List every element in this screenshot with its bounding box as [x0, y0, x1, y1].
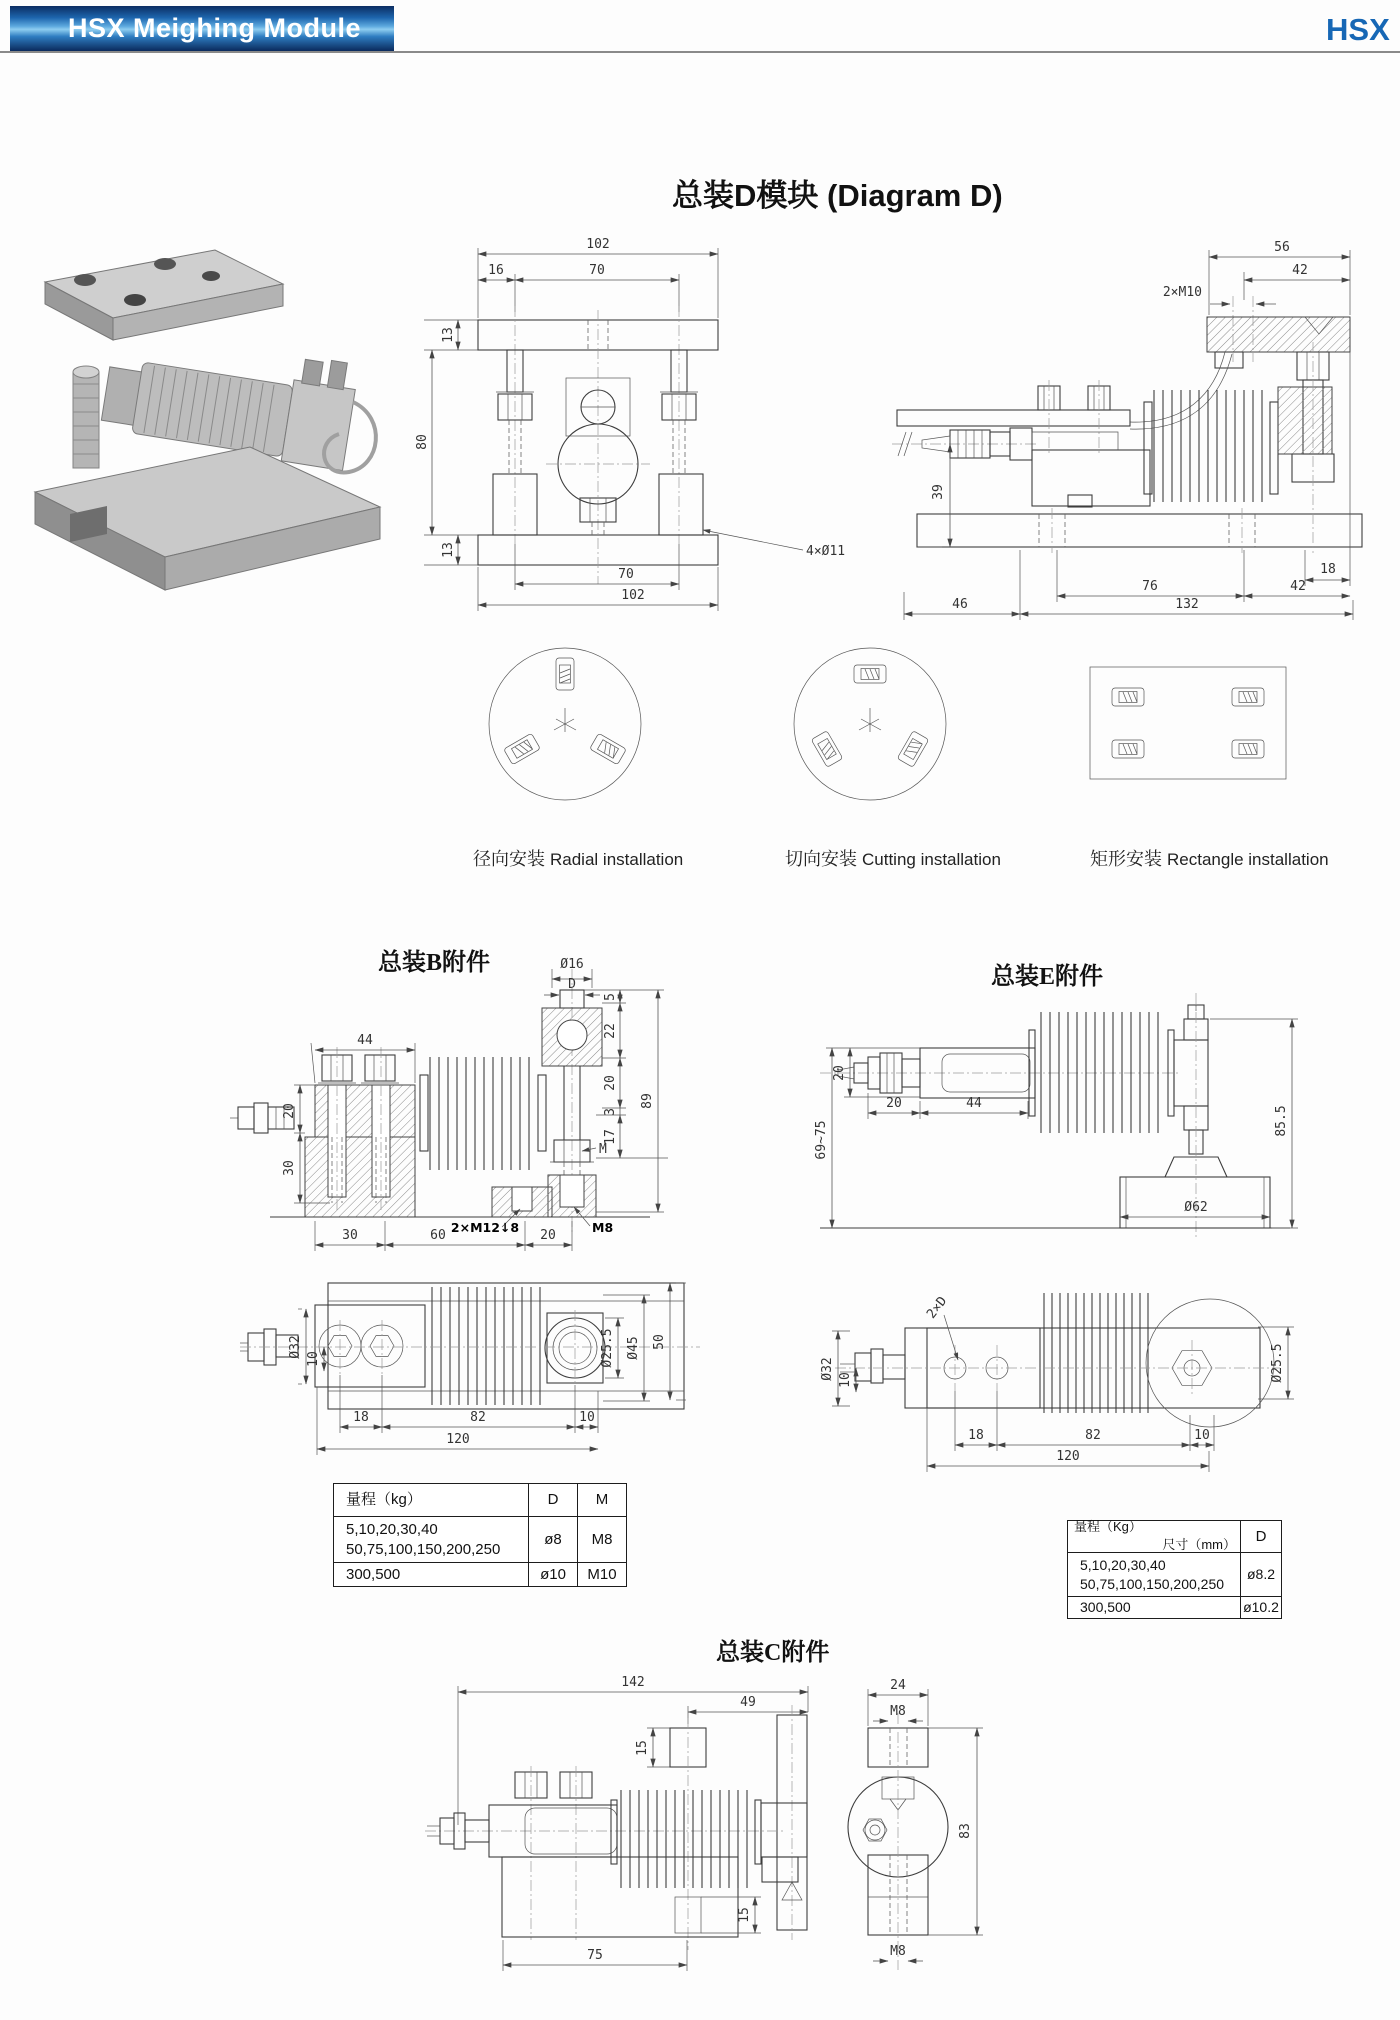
dim-label: 18 — [1320, 562, 1336, 577]
radial-install-diagram — [489, 648, 641, 800]
attachment-b-title: 总装B附件 — [378, 950, 491, 976]
dim-label: 17 — [603, 1129, 618, 1145]
dim-label: 20 — [540, 1228, 556, 1243]
dim-label: 70 — [618, 567, 634, 582]
nut-label: M — [599, 1142, 607, 1157]
c-dims-bottom — [503, 1897, 761, 1971]
e-dims — [814, 1019, 1298, 1228]
dim-label: 15 — [635, 1740, 650, 1756]
thread-label: 2×M10 — [1162, 285, 1202, 300]
dim-label: Ø25.5 — [600, 1328, 615, 1368]
dim-label: 30 — [282, 1160, 297, 1176]
celle-dims — [820, 1327, 1294, 1472]
header-size: 尺寸（mm） — [1162, 1536, 1236, 1552]
dim-label: 13 — [441, 327, 456, 343]
cell-view-b-drawing — [240, 1265, 770, 1465]
stud-label: M8 — [592, 1220, 614, 1235]
thread-label: M8 — [890, 1704, 906, 1719]
dim-label: 20 — [603, 1075, 618, 1091]
dim-label: 3 — [603, 1108, 618, 1116]
dim-label: 5 — [603, 993, 618, 1001]
attachment-c-title: 总装C附件 — [716, 1640, 830, 1666]
front-view-bottom-dims — [478, 530, 845, 611]
dim-label: 75 — [587, 1948, 603, 1963]
dim-label: 42 — [1290, 579, 1306, 594]
attachment-c-drawing — [425, 1660, 890, 2020]
holes-label: 2×D — [924, 1293, 951, 1322]
dim-label: Ø16 — [560, 957, 584, 972]
attachment-e-drawing — [814, 945, 1340, 1275]
dim-label: 22 — [603, 1023, 618, 1039]
dim-label: 89 — [640, 1093, 655, 1109]
b-left-assembly — [230, 1047, 415, 1217]
dim-label: 20 — [832, 1065, 847, 1081]
col-header-range: 量程（kg） — [334, 1484, 529, 1517]
header-banner — [10, 6, 394, 51]
dim-label: 10 — [579, 1410, 595, 1425]
dim-label: 20 — [886, 1096, 902, 1111]
dim-label: 120 — [1056, 1449, 1080, 1464]
cutting-install-label: 切向安装 Cutting installation — [785, 849, 1001, 869]
attachment-e-title: 总装E附件 — [991, 964, 1104, 990]
dim-label: 82 — [1085, 1428, 1101, 1443]
dim-label: 42 — [1292, 263, 1308, 278]
dim-label: Ø62 — [1184, 1200, 1208, 1215]
dim-label: 16 — [488, 263, 504, 278]
dim-label: Ø32 — [820, 1357, 835, 1381]
header-range: 量程（Kg） — [1074, 1518, 1142, 1534]
front-view-dim-lines — [415, 237, 718, 565]
dim-label: 10 — [1194, 1428, 1210, 1443]
dim-label: Ø45 — [626, 1336, 641, 1360]
dim-label: 76 — [1142, 579, 1158, 594]
rectangle-install-diagram — [1090, 667, 1286, 779]
table-row: 300,500 ø10.2 — [1068, 1597, 1282, 1619]
dim-label: 18 — [968, 1428, 984, 1443]
dim-label: 30 — [342, 1228, 358, 1243]
dim-label: 102 — [586, 237, 610, 252]
dim-label: 44 — [357, 1033, 373, 1048]
photo-top-plate — [45, 250, 283, 340]
dim-label: Ø32 — [288, 1335, 303, 1359]
dim-label: 10 — [306, 1351, 321, 1367]
dim-label: 50 — [652, 1334, 667, 1350]
holes-label: 4×Ø11 — [806, 544, 846, 559]
attachment-c-side-view — [865, 1665, 1195, 2020]
dim-label: 142 — [621, 1675, 645, 1690]
header-divider — [0, 51, 1400, 53]
dim-label: 56 — [1274, 240, 1290, 255]
dim-label: 83 — [958, 1823, 973, 1839]
table-row: 5,10,20,30,40 50,75,100,150,200,250 ø8.2 — [1068, 1553, 1282, 1597]
col-header-d: D — [529, 1484, 578, 1517]
banner-title: HSX Meighing Module — [68, 13, 361, 43]
attachment-b-drawing — [230, 935, 740, 1270]
dim-label: D — [568, 977, 576, 992]
dim-label: 69~75 — [814, 1120, 829, 1160]
front-view-drawing — [398, 192, 868, 616]
dim-label: 70 — [589, 263, 605, 278]
dim-label: 85.5 — [1274, 1105, 1289, 1137]
rectangle-install-label: 矩形安装 Rectangle installation — [1090, 849, 1329, 869]
installation-diagrams — [470, 612, 1380, 842]
front-view-body — [478, 306, 718, 584]
dim-label: Ø25.5 — [1270, 1343, 1285, 1383]
brand-logo: HSX — [1326, 12, 1390, 47]
cutting-install-diagram — [794, 648, 946, 800]
side-view-drawing — [892, 192, 1370, 630]
b-dims-right — [544, 957, 668, 1212]
dim-label: 82 — [470, 1410, 486, 1425]
dim-label: 39 — [931, 484, 946, 500]
e-body — [820, 993, 1290, 1237]
tap-label: 2×M12↓8 — [450, 1220, 520, 1235]
diagonal-header — [1068, 1518, 1241, 1553]
celle-body — [835, 1293, 1280, 1427]
photo-load-cell — [100, 326, 360, 470]
table-row: 5,10,20,30,40 50,75,100,150,200,250 ø8 M8 — [334, 1517, 627, 1563]
dim-label: 44 — [966, 1096, 982, 1111]
dim-label: 120 — [446, 1432, 470, 1447]
table-row: 300,500 ø10 M10 — [334, 1563, 627, 1587]
radial-install-label: 径向安装 Radial installation — [473, 849, 684, 869]
dim-label: 132 — [1175, 597, 1199, 612]
col-header-m: M — [578, 1484, 627, 1517]
cell-view-e-drawing — [810, 1265, 1340, 1480]
dim-label: 20 — [282, 1103, 297, 1119]
dim-label: 49 — [740, 1695, 756, 1710]
range-table-b — [333, 1483, 627, 1587]
thread-label: M8 — [890, 1944, 906, 1959]
dim-label: 46 — [952, 597, 968, 612]
col-header-d: D — [1241, 1521, 1282, 1553]
b-bellows — [420, 1057, 546, 1170]
range-table-e — [1067, 1520, 1282, 1619]
dim-label: 60 — [430, 1228, 446, 1243]
dim-label: 13 — [441, 542, 456, 558]
dim-label: 80 — [415, 434, 430, 450]
dim-label: 15 — [737, 1907, 752, 1923]
dim-label: 102 — [621, 588, 645, 603]
page-title: 总装D模块 (Diagram D) — [672, 178, 1003, 213]
cs-dims — [868, 1678, 983, 1961]
photo-spring-bolt — [73, 366, 99, 468]
product-photo — [15, 222, 390, 617]
cellb-dims — [288, 1283, 686, 1455]
dim-label: 18 — [353, 1410, 369, 1425]
dim-label: 10 — [838, 1372, 853, 1388]
dim-label: 24 — [890, 1678, 906, 1693]
side-view-body — [892, 317, 1362, 553]
